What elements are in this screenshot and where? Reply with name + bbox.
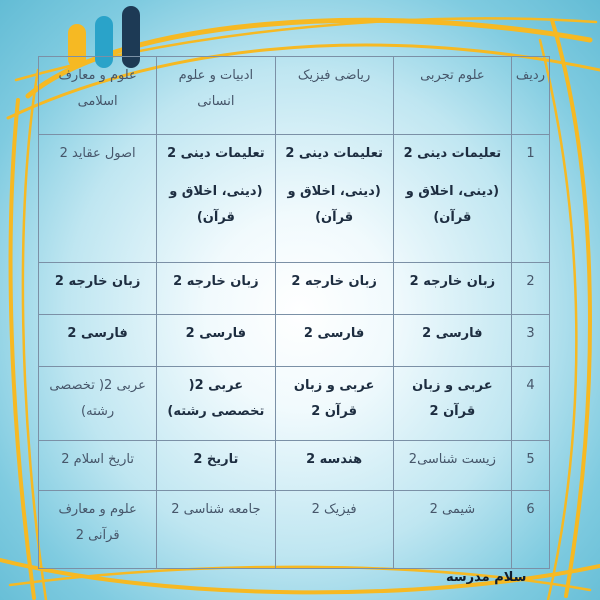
row-number-header: ردیف bbox=[512, 57, 550, 135]
column-header-math-physics: ریاضی فیزیک bbox=[275, 57, 393, 135]
table-cell bbox=[157, 135, 275, 263]
table-row bbox=[39, 441, 550, 491]
table-cell: زیست شناسی2 bbox=[393, 441, 511, 491]
row-number: 5 bbox=[512, 441, 550, 491]
row-number: 3 bbox=[512, 315, 550, 367]
cell-line: تعلیمات دینی 2 bbox=[403, 146, 502, 161]
table-cell: فیزیک 2 bbox=[275, 491, 393, 569]
row-number: 4 bbox=[512, 367, 550, 441]
table-cell: عربی 2( تخصصی رشته) bbox=[157, 367, 275, 441]
table-cell: عربی 2( تخصصی رشته) bbox=[39, 367, 157, 441]
table-cell: زبان خارجه 2 bbox=[157, 263, 275, 315]
table-row bbox=[39, 315, 550, 367]
row-number: 1 bbox=[512, 135, 550, 263]
column-header-humanities: ادبیات و علوم انسانی bbox=[157, 57, 275, 135]
table-cell: فارسی 2 bbox=[157, 315, 275, 367]
brand-label: سلام مدرسه bbox=[446, 570, 527, 585]
cell-line: تعلیمات دینی 2 bbox=[285, 146, 383, 161]
table-cell: عربی و زبان قرآن 2 bbox=[393, 367, 511, 441]
table-cell: تاریخ 2 bbox=[157, 441, 275, 491]
table-cell: اصول عقاید 2 bbox=[39, 135, 157, 263]
table-row bbox=[39, 491, 550, 569]
cell-line: (دینی، اخلاق و قرآن) bbox=[169, 184, 263, 225]
cell-line: تعلیمات دینی 2 bbox=[167, 146, 265, 161]
table-row bbox=[39, 367, 550, 441]
cell-line: (دینی، اخلاق و قرآن) bbox=[287, 184, 381, 225]
table-cell: زبان خارجه 2 bbox=[275, 263, 393, 315]
column-header-islamic-studies: علوم و معارف اسلامی bbox=[39, 57, 157, 135]
table-cell bbox=[275, 135, 393, 263]
table-cell: تاریخ اسلام 2 bbox=[39, 441, 157, 491]
column-header-experimental-sciences: علوم تجربی bbox=[393, 57, 511, 135]
cell-line: (دینی، اخلاق و قرآن) bbox=[405, 184, 500, 225]
table-header-row bbox=[39, 57, 550, 135]
table-cell: شیمی 2 bbox=[393, 491, 511, 569]
table-cell: زبان خارجه 2 bbox=[393, 263, 511, 315]
table-cell: فارسی 2 bbox=[39, 315, 157, 367]
table-cell: فارسی 2 bbox=[393, 315, 511, 367]
table-cell: فارسی 2 bbox=[275, 315, 393, 367]
curriculum-table bbox=[38, 56, 550, 569]
table-row bbox=[39, 135, 550, 263]
table-cell: زبان خارجه 2 bbox=[39, 263, 157, 315]
row-number: 6 bbox=[512, 491, 550, 569]
table-cell: جامعه شناسی 2 bbox=[157, 491, 275, 569]
table-row bbox=[39, 263, 550, 315]
table-cell: علوم و معارف قرآنی 2 bbox=[39, 491, 157, 569]
table-cell: عربی و زبان قرآن 2 bbox=[275, 367, 393, 441]
table-cell: هندسه 2 bbox=[275, 441, 393, 491]
table-cell bbox=[393, 135, 511, 263]
row-number: 2 bbox=[512, 263, 550, 315]
